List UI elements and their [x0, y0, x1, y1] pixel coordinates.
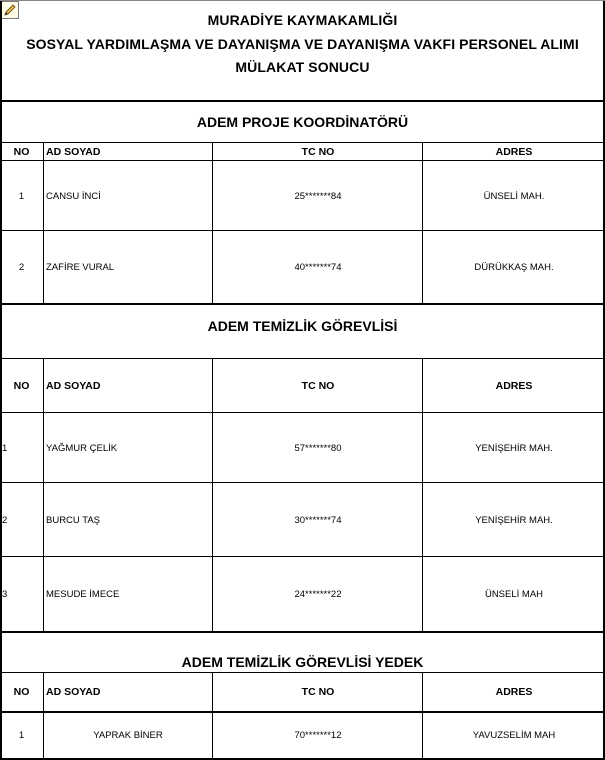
- table-border: [0, 230, 605, 231]
- table-row-tc: 70*******12: [294, 730, 342, 741]
- table-border: [0, 142, 605, 143]
- table-border: [212, 358, 213, 632]
- table-border: [0, 303, 605, 305]
- column-header-address: ADRES: [495, 146, 533, 158]
- table-row-name: ZAFİRE VURAL: [46, 262, 115, 273]
- section-title-cleaning-staff: ADEM TEMİZLİK GÖREVLİSİ: [207, 318, 398, 334]
- table-row-address: YENİŞEHİR MAH.: [475, 442, 553, 454]
- table-row-no: 1: [2, 442, 8, 454]
- table-row-tc: 57*******80: [294, 442, 342, 454]
- column-header-name: AD SOYAD: [46, 146, 101, 158]
- table-row-address: ÜNSELİ MAH.: [483, 190, 545, 202]
- table-border: [0, 556, 605, 557]
- table-border: [0, 711, 605, 713]
- table-row-address: YAVUZSELİM MAH: [472, 730, 556, 741]
- table-row-no: 3: [2, 589, 8, 600]
- section-title-cleaning-staff-reserve: ADEM TEMİZLİK GÖREVLİSİ YEDEK: [181, 654, 424, 670]
- table-border: [0, 412, 605, 413]
- table-row-tc: 40*******74: [294, 262, 342, 273]
- table-border: [212, 672, 213, 760]
- column-header-no: NO: [13, 686, 30, 698]
- table-row-address: YENİŞEHİR MAH.: [475, 514, 553, 526]
- table-border: [0, 0, 605, 1]
- table-border: [0, 672, 605, 673]
- table-row-tc: 25*******84: [294, 190, 342, 202]
- table-border: [0, 160, 605, 161]
- table-row-tc: 30*******74: [294, 514, 342, 526]
- column-header-name: AD SOYAD: [46, 380, 101, 392]
- column-header-name: AD SOYAD: [46, 686, 101, 698]
- table-border: [422, 358, 423, 632]
- table-border: [422, 142, 423, 304]
- title-office: MURADİYE KAYMAKAMLIĞI: [207, 12, 398, 28]
- table-row-name: YAPRAK BİNER: [93, 730, 163, 741]
- table-border: [422, 672, 423, 760]
- section-title-project-coordinator: ADEM PROJE KOORDİNATÖRÜ: [196, 114, 409, 130]
- table-row-tc: 24*******22: [294, 589, 342, 600]
- title-foundation: SOSYAL YARDIMLAŞMA VE DAYANIŞMA VE DAYANIŞMA VAKFI PERSONEL ALIMI: [26, 36, 579, 52]
- table-row-address: DÜRÜKKAŞ MAH.: [474, 262, 554, 273]
- column-header-address: ADRES: [495, 686, 533, 698]
- table-row-no: 1: [18, 730, 25, 741]
- table-row-address: ÜNSELİ MAH: [484, 589, 544, 600]
- table-row-no: 2: [2, 514, 8, 526]
- table-border: [43, 142, 44, 304]
- column-header-tc: TC NO: [301, 146, 335, 158]
- table-row-name: MESUDE İMECE: [46, 589, 120, 600]
- column-header-no: NO: [13, 380, 30, 392]
- table-row-name: YAĞMUR ÇELİK: [46, 442, 118, 454]
- table-border: [0, 482, 605, 483]
- table-border: [0, 100, 605, 102]
- title-result: MÜLAKAT SONUCU: [235, 59, 370, 75]
- table-border: [43, 358, 44, 632]
- table-row-no: 1: [18, 190, 25, 202]
- column-header-tc: TC NO: [301, 686, 335, 698]
- table-border: [0, 358, 605, 359]
- column-header-tc: TC NO: [301, 380, 335, 392]
- table-border: [0, 0, 2, 760]
- table-row-name: BURCU TAŞ: [46, 514, 101, 526]
- column-header-no: NO: [13, 146, 30, 158]
- table-row-no: 2: [18, 262, 25, 273]
- table-row-name: CANSU İNCİ: [46, 190, 101, 202]
- table-border: [212, 142, 213, 304]
- table-border: [0, 631, 605, 633]
- column-header-address: ADRES: [495, 380, 533, 392]
- table-border: [43, 672, 44, 760]
